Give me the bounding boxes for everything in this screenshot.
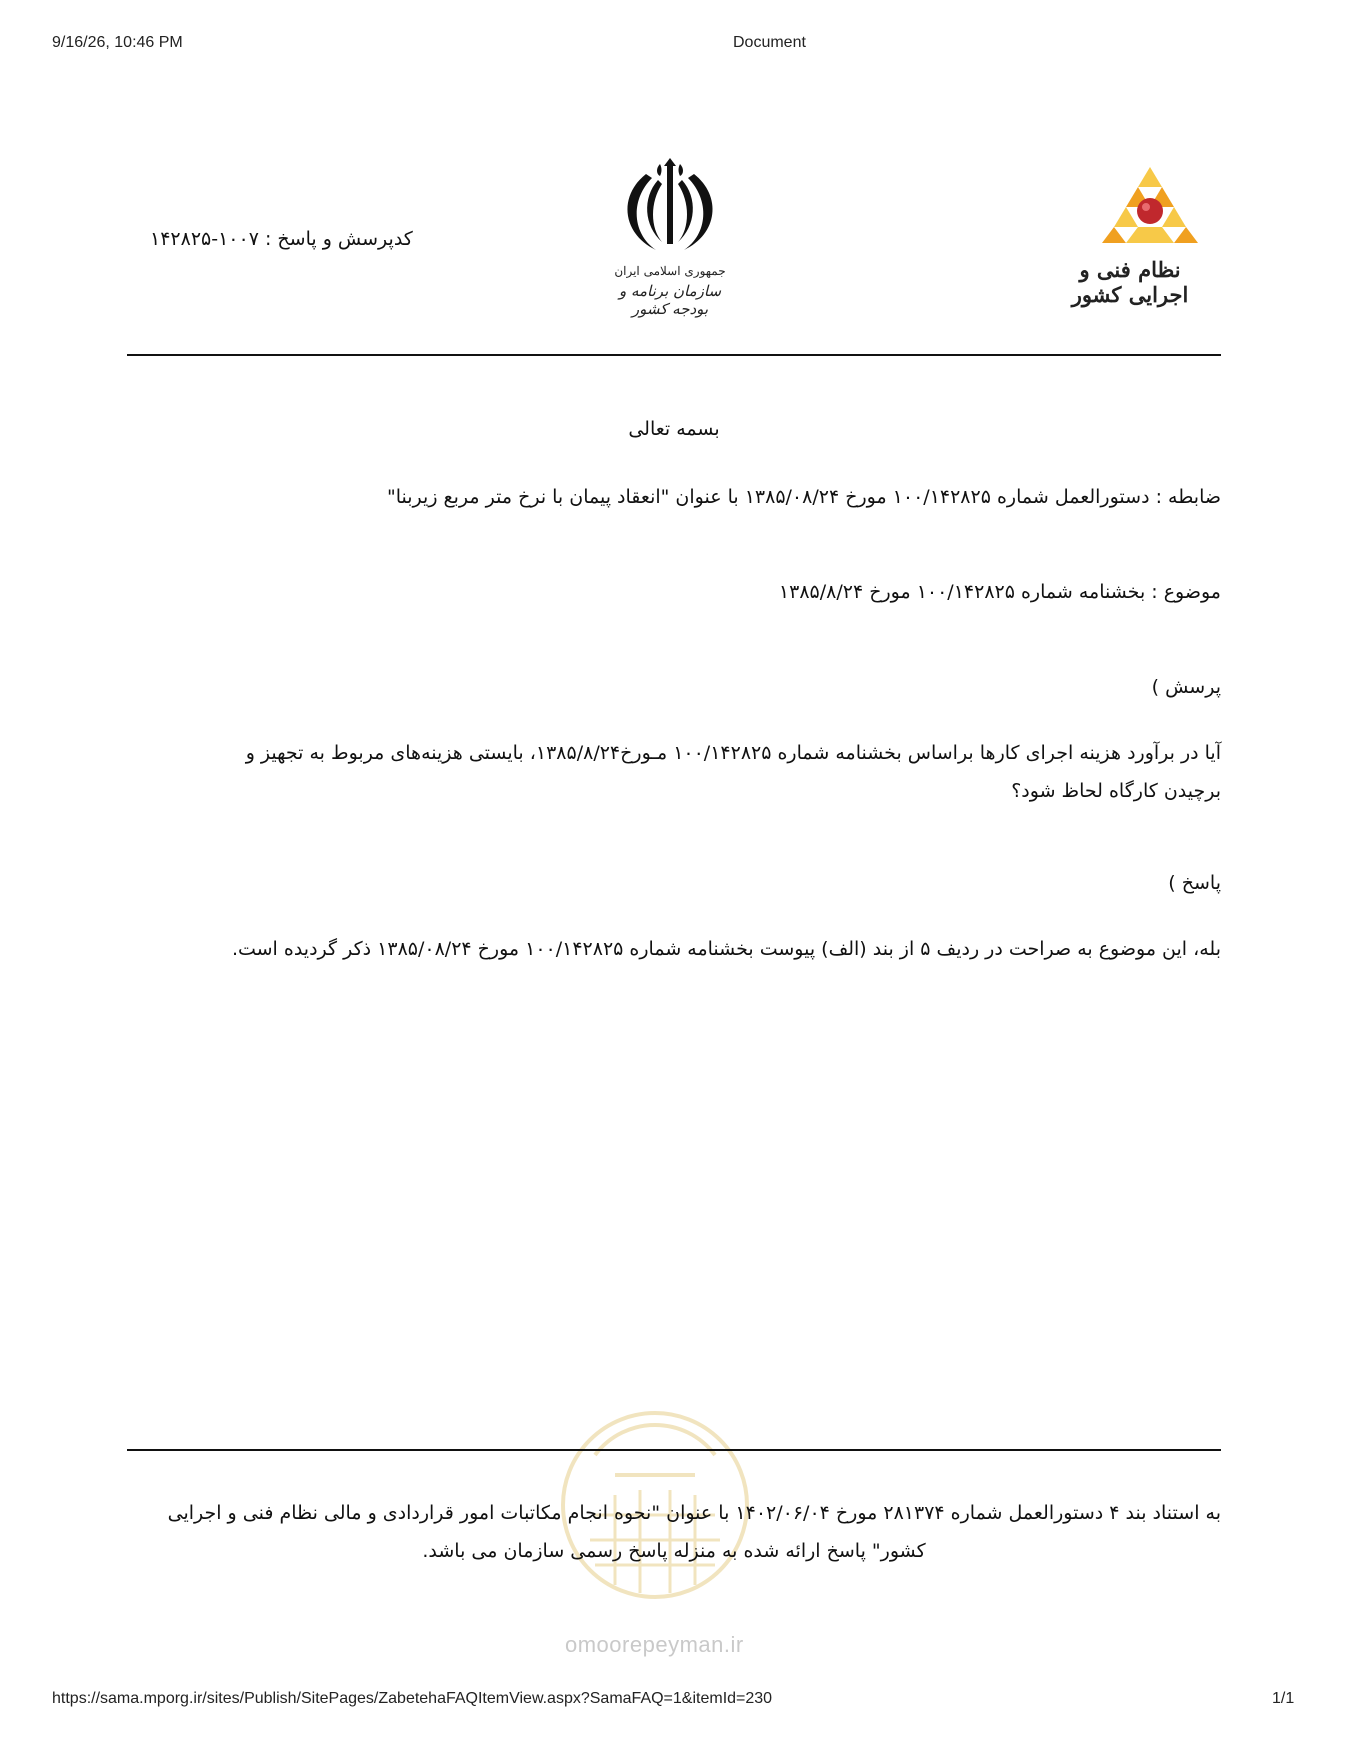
nezam-fanni-logo-icon: [1090, 165, 1210, 245]
center-emblem: [600, 158, 740, 318]
question-line-2: برچیدن کارگاه لحاظ شود؟: [1011, 780, 1221, 802]
question-heading: پرسش ): [1151, 676, 1221, 698]
subject-line: موضوع : بخشنامه شماره ۱۰۰/۱۴۲۸۲۵ مورخ ۱۳۸۵/۸/۲۴: [778, 581, 1221, 603]
right-logo-text: نظام فنی و اجرایی کشور: [1071, 257, 1189, 307]
footer-note-line-1: به استناد بند ۴ دستورالعمل شماره ۲۸۱۳۷۴ مورخ ۱۴۰۲/۰۶/۰۴ با عنوان "نحوه انجام مکاتبات امور قراردادی و مالی نظام فنی و اجرایی: [167, 1502, 1221, 1524]
iran-emblem-icon: [600, 158, 740, 258]
right-logo: [1050, 165, 1210, 305]
emblem-line-2: سازمان برنامه و بودجه کشور: [618, 282, 722, 318]
question-line-1: آیا در برآورد هزینه اجرای کارها براساس بخشنامه شماره ۱۰۰/۱۴۲۸۲۵ مـورخ۱۳۸۵/۸/۲۴، بایستی هزینه‌های مربوط به تجهیز و: [245, 742, 1221, 764]
print-page-number: 1/1: [1272, 1690, 1295, 1707]
emblem-line-1: جمهوری اسلامی ایران: [614, 264, 726, 278]
print-title: Document: [733, 34, 806, 51]
header-divider: [127, 354, 1221, 356]
basmala: بسمه تعالی: [628, 418, 720, 440]
print-url[interactable]: https://sama.mporg.ir/sites/Publish/SitePages/ZabetehaFAQItemView.aspx?SamaFAQ=1&itemId=230: [52, 1690, 773, 1707]
answer-heading: پاسخ ): [1168, 872, 1221, 894]
footer-note-line-2: کشور" پاسخ ارائه شده به منزله پاسخ رسمی سازمان می باشد.: [422, 1540, 926, 1562]
regulation-line: ضابطه : دستورالعمل شماره ۱۰۰/۱۴۲۸۲۵ مورخ ۱۳۸۵/۰۸/۲۴ با عنوان "انعقاد پیمان با نرخ متر مربع زیربنا": [387, 486, 1221, 508]
answer-text: بله، این موضوع به صراحت در ردیف ۵ از بند (الف) پیوست بخشنامه شماره ۱۰۰/۱۴۲۸۲۵ مورخ ۱۳۸۵/۰۸/۲۴ ذکر گردیده است.: [231, 938, 1221, 960]
watermark-site: omoorepeyman.ir: [565, 1632, 744, 1657]
footer-divider: [127, 1449, 1221, 1451]
print-datetime: 9/16/26, 10:46 PM: [52, 34, 183, 51]
faq-code: کدپرسش و پاسخ : ۱۰۰۷-۱۴۲۸۲۵: [150, 228, 413, 250]
